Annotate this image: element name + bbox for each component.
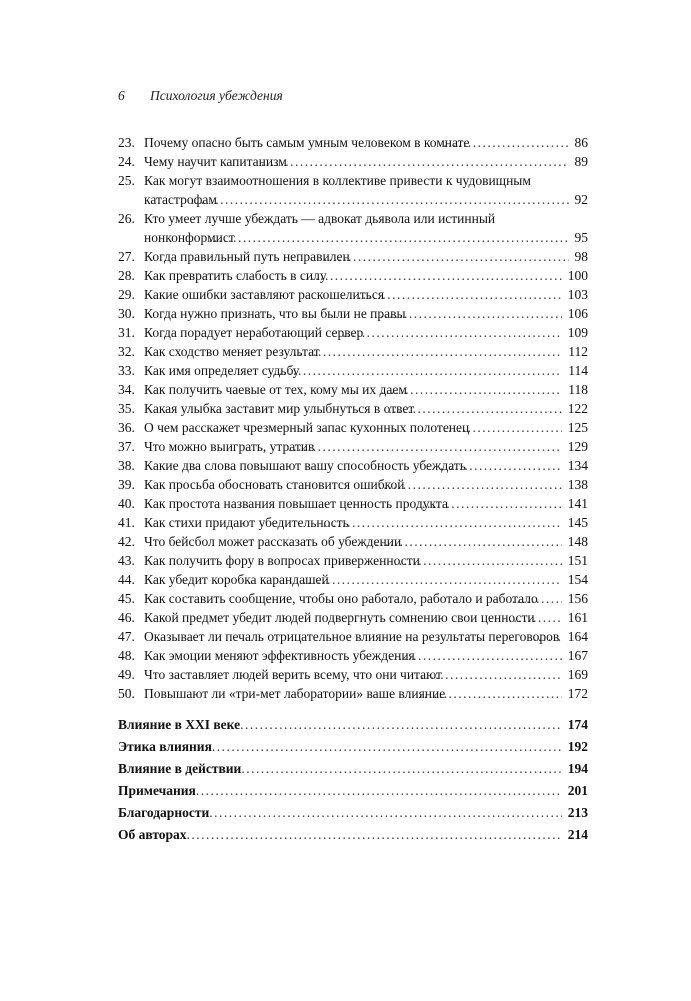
toc-entry-page-number: 169 [562, 665, 588, 684]
toc-section-page-number: 192 [562, 737, 588, 756]
toc-entry-page-number: 109 [562, 323, 588, 342]
toc-entry-page-number: 122 [562, 399, 588, 418]
header-book-title: Психология убеждения [150, 88, 283, 103]
toc-entry-title: Повышают ли «три-мет лаборатории» ваше влияние [144, 686, 446, 701]
toc-entry [118, 551, 588, 570]
toc-entry-number: 48. [118, 648, 135, 663]
toc-entry-page-number: 112 [562, 342, 588, 361]
toc-entry-page-number: 141 [562, 494, 588, 513]
toc-entry [118, 475, 588, 494]
toc-entry-title: Как сходство меняет результат [144, 344, 320, 359]
toc-entry-number: 40. [118, 496, 135, 511]
toc-section-title: Примечания [118, 783, 196, 798]
toc-chapter-list [118, 133, 588, 703]
toc-entry-number: 27. [118, 249, 135, 264]
toc-entry [118, 608, 588, 627]
toc-entry-title: Почему опасно быть самым умным человеком в комнате [144, 135, 470, 150]
toc-section-page-number: 201 [562, 781, 588, 800]
toc-entry [118, 399, 588, 418]
toc-entry-number: 47. [118, 629, 135, 644]
toc-entry-page-number: 114 [562, 361, 588, 380]
toc-entry-number: 24. [118, 154, 135, 169]
toc-section-page-number: 174 [562, 715, 588, 734]
toc-entry-page-number: 145 [562, 513, 588, 532]
toc-entry-number: 32. [118, 344, 135, 359]
toc-entry-number: 39. [118, 477, 135, 492]
toc-entry-page-number: 125 [562, 418, 588, 437]
toc-entry [118, 266, 588, 285]
toc-entry [118, 361, 588, 380]
toc-entry [118, 589, 588, 608]
toc-entry-page-number: 103 [562, 285, 588, 304]
toc-section-page-number: 214 [562, 825, 588, 844]
toc-entry [118, 570, 588, 589]
toc-entry [118, 285, 588, 304]
toc-entry-number: 29. [118, 287, 135, 302]
toc-section-page-number: 213 [562, 803, 588, 822]
toc-entry-number: 43. [118, 553, 135, 568]
toc-section-entry [118, 737, 588, 756]
toc-section-entry [118, 803, 588, 822]
toc-entry-page-number: 148 [562, 532, 588, 551]
toc-entry-title: Когда нужно признать, что вы были не правы [144, 306, 406, 321]
toc-entry-number: 45. [118, 591, 135, 606]
toc-entry-page-number: 172 [562, 684, 588, 703]
toc-entry-number: 50. [118, 686, 135, 701]
toc-entry-number: 26. [118, 211, 135, 226]
toc-entry-page-number: 100 [562, 266, 588, 285]
toc-section-title: Влияние в действии [118, 761, 242, 776]
toc-entry-title: Как получить чаевые от тех, кому мы их даем [144, 382, 407, 397]
toc-section-entry [118, 715, 588, 734]
toc-section-list [118, 715, 588, 844]
toc-entry-number: 44. [118, 572, 135, 587]
toc-entry-title: Как получить фору в вопросах приверженности [144, 553, 420, 568]
toc-entry-number: 25. [118, 173, 135, 188]
toc-entry-title: Что заставляет людей верить всему, что они читают [144, 667, 442, 682]
toc-entry-title: Какая улыбка заставит мир улыбнуться в ответ [144, 401, 415, 416]
toc-entry-number: 36. [118, 420, 135, 435]
toc-entry-title: О чем расскажет чрезмерный запас кухонных полотенец [144, 420, 470, 435]
toc-entry-title: Что можно выиграть, утратив [144, 439, 315, 454]
toc-entry [118, 171, 588, 209]
toc-entry [118, 646, 588, 665]
toc-entry-page-number: 151 [562, 551, 588, 570]
toc-entry-title: Как могут взаимоотношения в коллективе привести к чудовищным катастрофам [144, 173, 531, 207]
toc-entry [118, 304, 588, 323]
toc-entry-title: Оказывает ли печаль отрицательное влияние на результаты переговоров [144, 629, 560, 644]
toc-entry-number: 38. [118, 458, 135, 473]
toc-entry-title: Как простота названия повышает ценность продукта [144, 496, 448, 511]
toc-section-title: Влияние в XXI веке [118, 717, 241, 732]
toc-entry-number: 37. [118, 439, 135, 454]
toc-entry-title: Какой предмет убедит людей подвергнуть сомнению свои ценности [144, 610, 535, 625]
toc-entry-number: 35. [118, 401, 135, 416]
toc-entry-title: Когда порадует неработающий сервер [144, 325, 364, 340]
toc-section-entry [118, 825, 588, 844]
toc-entry-page-number: 106 [562, 304, 588, 323]
toc-entry-number: 46. [118, 610, 135, 625]
toc-section-entry [118, 781, 588, 800]
toc-entry [118, 323, 588, 342]
toc-entry [118, 380, 588, 399]
toc-entry-title: Как имя определяет судьбу [144, 363, 300, 378]
toc-entry-page-number: 95 [569, 228, 589, 247]
toc-entry-title: Какие два слова повышают вашу способность убеждать [144, 458, 466, 473]
toc-entry [118, 437, 588, 456]
toc-entry-page-number: 98 [569, 247, 589, 266]
toc-entry [118, 133, 588, 152]
toc-section-title: Благодарности [118, 805, 210, 820]
toc-entry [118, 209, 588, 247]
toc-entry-page-number: 138 [562, 475, 588, 494]
toc-section-entry [118, 759, 588, 778]
toc-entry [118, 342, 588, 361]
toc-section-title: Этика влияния [118, 739, 212, 754]
toc-entry-number: 28. [118, 268, 135, 283]
toc-entry-title: Какие ошибки заставляют раскошелиться [144, 287, 385, 302]
toc-entry-title: Как составить сообщение, чтобы оно работало, работало и работало [144, 591, 538, 606]
toc-entry-title: Что бейсбол может рассказать об убеждении [144, 534, 402, 549]
toc-entry-number: 23. [118, 135, 135, 150]
toc-entry-number: 42. [118, 534, 135, 549]
toc-entry-number: 41. [118, 515, 135, 530]
toc-entry-page-number: 156 [562, 589, 588, 608]
toc-entry-title: Как эмоции меняют эффективность убеждения [144, 648, 415, 663]
toc-section-title: Об авторах [118, 827, 187, 842]
toc-entry-page-number: 118 [562, 380, 588, 399]
toc-entry-title: Чему научит капитанизм [144, 154, 287, 169]
toc-entry-page-number: 92 [569, 190, 589, 209]
toc-entry-page-number: 154 [562, 570, 588, 589]
toc-entry-page-number: 86 [569, 133, 589, 152]
toc-entry-number: 33. [118, 363, 135, 378]
toc-entry-number: 30. [118, 306, 135, 321]
toc-entry [118, 418, 588, 437]
toc-entry [118, 152, 588, 171]
toc-entry-number: 49. [118, 667, 135, 682]
toc-entry-title: Кто умеет лучше убеждать — адвокат дьявола или истинный нонконформист [144, 211, 496, 245]
toc-entry [118, 494, 588, 513]
toc-entry-title: Как стихи придают убедительность [144, 515, 349, 530]
toc-entry [118, 627, 588, 646]
toc-entry-page-number: 129 [562, 437, 588, 456]
toc-entry-title: Как убедит коробка карандашей [144, 572, 329, 587]
toc-entry-page-number: 164 [562, 627, 588, 646]
toc-entry [118, 665, 588, 684]
toc-entry [118, 513, 588, 532]
toc-section-page-number: 194 [562, 759, 588, 778]
toc-entry [118, 684, 588, 703]
toc-entry-page-number: 134 [562, 456, 588, 475]
page-header [118, 86, 588, 105]
toc-entry-title: Как превратить слабость в силу [144, 268, 327, 283]
header-page-number: 6 [118, 88, 125, 103]
toc-entry [118, 532, 588, 551]
toc-entry-number: 34. [118, 382, 135, 397]
toc-entry [118, 247, 588, 266]
toc-entry-page-number: 161 [562, 608, 588, 627]
toc-entry-title: Когда правильный путь неправилен [144, 249, 350, 264]
toc-entry [118, 456, 588, 475]
toc-entry-page-number: 89 [569, 152, 589, 171]
toc-entry-page-number: 167 [562, 646, 588, 665]
toc-entry-number: 31. [118, 325, 135, 340]
toc-entry-title: Как просьба обосновать становится ошибкой [144, 477, 405, 492]
